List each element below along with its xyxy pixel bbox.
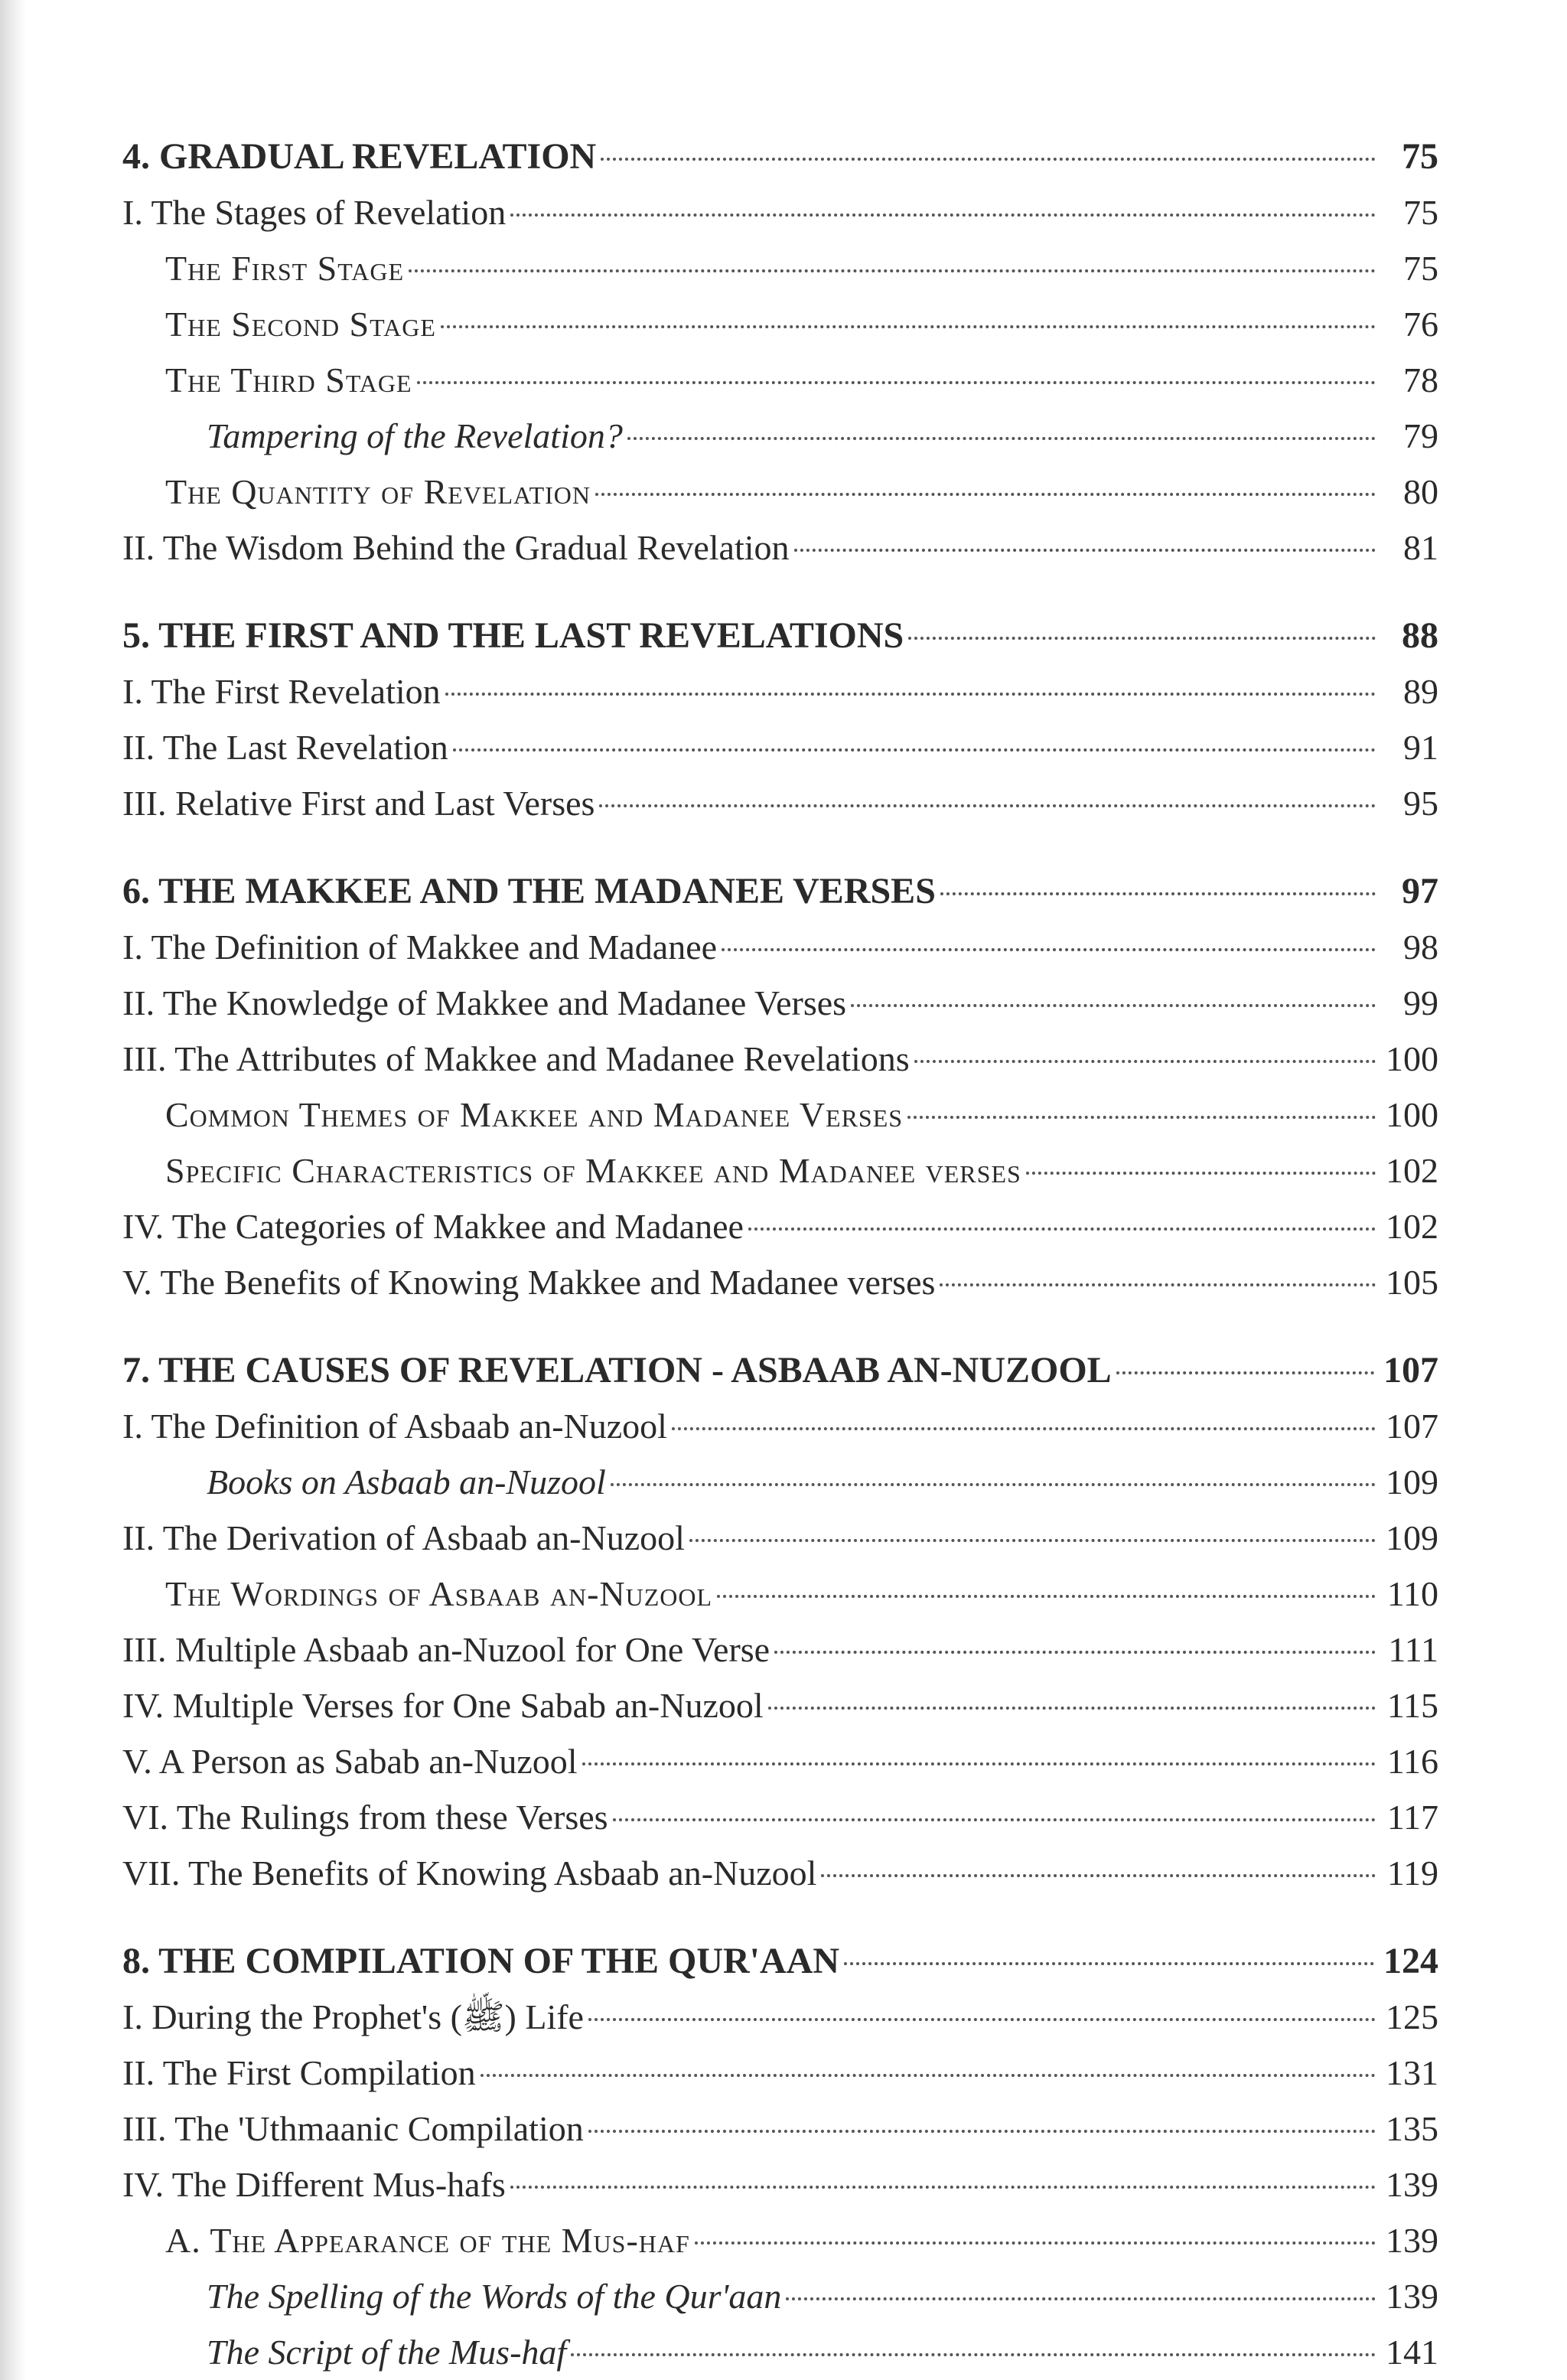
toc-entry-title: I. The First Revelation (122, 672, 441, 711)
toc-page-number: 125 (1386, 1997, 1438, 2036)
toc-entry-title: III. The Attributes of Makkee and Madanee Revelations (122, 1039, 910, 1078)
toc-page-number: 102 (1386, 1207, 1438, 1246)
toc-page-number: 109 (1386, 1462, 1438, 1501)
toc-entry-title: A. The Appearance of the Mus-haf (165, 2221, 690, 2260)
dot-leader (821, 1874, 1376, 1877)
toc-entry-title: IV. The Different Mus-hafs (122, 2165, 506, 2204)
toc-page-number: 95 (1403, 784, 1438, 823)
toc-chapter-entry (122, 129, 1438, 184)
page-edge-shadow (0, 0, 26, 2380)
toc-entry (122, 1454, 1438, 1510)
toc-entry (122, 240, 1438, 296)
dot-leader (940, 892, 1376, 895)
dot-leader (510, 214, 1376, 217)
toc-entry-title: VII. The Benefits of Knowing Asbaab an-Nuzool (122, 1853, 817, 1893)
toc-page-number: 75 (1402, 136, 1438, 177)
toc-entry-title: II. The Derivation of Asbaab an-Nuzool (122, 1518, 685, 1557)
toc-entry-title: II. The Wisdom Behind the Gradual Revelation (122, 528, 790, 567)
toc-entry-title: 5. THE FIRST AND THE LAST REVELATIONS (122, 615, 904, 656)
toc-page-number: 75 (1403, 249, 1438, 288)
toc-entry-title: Specific Characteristics of Makkee and Madanee verses (165, 1151, 1021, 1190)
dot-leader (1026, 1172, 1376, 1175)
toc-entry-title: 6. THE MAKKEE AND THE MADANEE VERSES (122, 871, 936, 911)
toc-entry (122, 1677, 1438, 1733)
toc-page-number: 80 (1403, 472, 1438, 511)
toc-page-number: 81 (1403, 528, 1438, 567)
toc-entry (122, 1733, 1438, 1789)
toc-page-number: 100 (1386, 1039, 1438, 1078)
toc-page-number: 79 (1403, 416, 1438, 455)
dot-leader (695, 2241, 1376, 2245)
toc-entry-title: The Spelling of the Words of the Qur'aan (207, 2277, 782, 2316)
toc-entry (122, 1143, 1438, 1198)
toc-entry (122, 1087, 1438, 1143)
toc-entry (122, 1789, 1438, 1845)
toc-chapter-entry (122, 1933, 1438, 1989)
toc-entry (122, 352, 1438, 408)
toc-page-number: 97 (1402, 871, 1438, 911)
toc-entry-title: III. Relative First and Last Verses (122, 784, 595, 823)
dot-leader (599, 804, 1376, 807)
toc-entry-title: The First Stage (165, 249, 405, 288)
toc-entry-title: Books on Asbaab an-Nuzool (207, 1462, 606, 1501)
toc-entry (122, 296, 1438, 352)
dot-leader (907, 1116, 1376, 1119)
toc-entry-title: I. The Definition of Asbaab an-Nuzool (122, 1407, 667, 1446)
toc-page-number: 141 (1386, 2333, 1438, 2372)
toc-entry (122, 1031, 1438, 1087)
dot-leader (441, 325, 1376, 328)
toc-chapter-entry (122, 1342, 1438, 1398)
dot-leader (510, 2186, 1376, 2189)
toc-entry (122, 2324, 1438, 2380)
toc-entry-title: 4. GRADUAL REVELATION (122, 136, 597, 177)
toc-entry (122, 1845, 1438, 1901)
dot-leader (588, 2018, 1376, 2021)
dot-leader (601, 158, 1376, 161)
dot-leader (914, 1060, 1376, 1063)
toc-page-number: 110 (1386, 1574, 1438, 1613)
toc-page-number: 115 (1386, 1686, 1438, 1725)
toc-page-number: 109 (1386, 1518, 1438, 1557)
toc-entry-title: 8. THE COMPILATION OF THE QUR'AAN (122, 1941, 839, 1981)
toc-entry-title: The Second Stage (165, 305, 436, 344)
toc-page-number: 89 (1403, 672, 1438, 711)
dot-leader (409, 269, 1376, 272)
toc-entry (122, 663, 1438, 719)
toc-entry-title: I. The Definition of Makkee and Madanee (122, 928, 718, 967)
toc-page-number: 117 (1386, 1798, 1438, 1837)
toc-entry-title: III. The 'Uthmaanic Compilation (122, 2109, 584, 2148)
dot-leader (453, 748, 1376, 751)
toc-entry-title: III. Multiple Asbaab an-Nuzool for One Verse (122, 1630, 770, 1669)
toc-page-number: 131 (1386, 2053, 1438, 2092)
dot-leader (748, 1227, 1376, 1231)
toc-entry-title: The Wordings of Asbaab an-Nuzool (165, 1574, 713, 1613)
toc-entry-title: I. The Stages of Revelation (122, 193, 507, 232)
toc-entry-title: The Script of the Mus-haf (207, 2333, 567, 2372)
toc-page-number: 119 (1386, 1853, 1438, 1893)
toc-entry (122, 1398, 1438, 1454)
dot-leader (582, 1762, 1376, 1765)
toc-entry (122, 2101, 1438, 2157)
toc-page-number: 91 (1403, 728, 1438, 767)
toc-entry-title: II. The Knowledge of Makkee and Madanee Verses (122, 983, 847, 1022)
toc-page-number: 98 (1403, 928, 1438, 967)
toc-entry (122, 1254, 1438, 1310)
toc-entry-title: II. The Last Revelation (122, 728, 448, 767)
dot-leader (611, 1483, 1376, 1486)
toc-page-number: 139 (1386, 2165, 1438, 2204)
toc-entry (122, 1566, 1438, 1622)
dot-leader (417, 381, 1376, 384)
dot-leader (481, 2074, 1376, 2077)
dot-leader (627, 437, 1376, 440)
dot-leader (672, 1427, 1376, 1430)
toc-page-number: 135 (1386, 2109, 1438, 2148)
toc-page-number: 105 (1386, 1263, 1438, 1302)
dot-leader (717, 1595, 1376, 1598)
table-of-contents (122, 129, 1438, 2380)
toc-page-number: 75 (1403, 193, 1438, 232)
toc-entry-title: Common Themes of Makkee and Madanee Verses (165, 1095, 904, 1134)
toc-page-number: 139 (1386, 2277, 1438, 2316)
toc-page-number: 88 (1402, 615, 1438, 656)
dot-leader (689, 1539, 1376, 1542)
dot-leader (794, 549, 1376, 552)
toc-entry (122, 1510, 1438, 1566)
dot-leader (571, 2353, 1376, 2356)
toc-entry-title: The Quantity of Revelation (165, 472, 591, 511)
dot-leader (908, 637, 1376, 640)
toc-entry (122, 184, 1438, 240)
toc-page-number: 99 (1403, 983, 1438, 1022)
toc-entry-title: I. During the Prophet's (ﷺ) Life (122, 1997, 584, 2036)
dot-leader (768, 1707, 1376, 1710)
toc-page-number: 78 (1403, 360, 1438, 399)
dot-leader (940, 1283, 1376, 1286)
dot-leader (1116, 1371, 1374, 1374)
dot-leader (844, 1962, 1374, 1965)
dot-leader (722, 948, 1376, 951)
toc-entry-title: II. The First Compilation (122, 2053, 476, 2092)
toc-chapter-entry (122, 608, 1438, 663)
toc-entry (122, 464, 1438, 520)
toc-entry (122, 719, 1438, 775)
toc-entry-title: V. The Benefits of Knowing Makkee and Madanee verses (122, 1263, 936, 1302)
dot-leader (774, 1651, 1376, 1654)
toc-entry (122, 520, 1438, 575)
toc-page-number: 116 (1386, 1742, 1438, 1781)
toc-entry (122, 2212, 1438, 2268)
toc-entry-title: Tampering of the Revelation? (207, 416, 623, 455)
toc-page-number: 76 (1403, 305, 1438, 344)
toc-entry (122, 2157, 1438, 2212)
toc-entry-title: IV. Multiple Verses for One Sabab an-Nuzool (122, 1686, 764, 1725)
dot-leader (595, 493, 1376, 496)
toc-entry (122, 1198, 1438, 1254)
toc-entry-title: The Third Stage (165, 360, 412, 399)
toc-entry-title: V. A Person as Sabab an-Nuzool (122, 1742, 578, 1781)
dot-leader (851, 1004, 1376, 1007)
toc-entry-title: IV. The Categories of Makkee and Madanee (122, 1207, 744, 1246)
toc-page-number: 102 (1386, 1151, 1438, 1190)
dot-leader (786, 2297, 1376, 2300)
toc-entry (122, 1622, 1438, 1677)
toc-entry-title: VI. The Rulings from these Verses (122, 1798, 608, 1837)
toc-page-number: 139 (1386, 2221, 1438, 2260)
toc-entry (122, 408, 1438, 464)
toc-entry (122, 2045, 1438, 2101)
toc-entry (122, 919, 1438, 975)
toc-page-number: 107 (1383, 1350, 1438, 1391)
dot-leader (588, 2130, 1376, 2133)
toc-page-number: 111 (1388, 1630, 1438, 1669)
dot-leader (445, 693, 1376, 696)
toc-entry (122, 975, 1438, 1031)
toc-entry (122, 775, 1438, 831)
toc-entry (122, 1989, 1438, 2045)
toc-entry (122, 2268, 1438, 2324)
toc-page-number: 100 (1386, 1095, 1438, 1134)
toc-entry-title: 7. THE CAUSES OF REVELATION - ASBAAB AN-NUZOOL (122, 1350, 1112, 1391)
toc-page-number: 107 (1386, 1407, 1438, 1446)
toc-page-number: 124 (1383, 1941, 1438, 1981)
toc-chapter-entry (122, 863, 1438, 919)
dot-leader (613, 1818, 1376, 1821)
